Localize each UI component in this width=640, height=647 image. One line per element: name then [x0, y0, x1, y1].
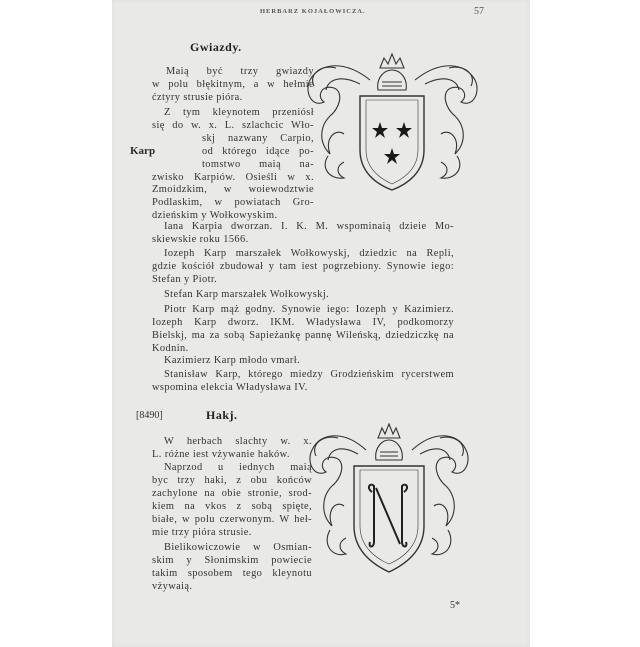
book-page [112, 0, 530, 647]
text-line: Bielikowiczowie w Osmian- [164, 542, 312, 553]
text-line: takim sposobem tego kleynotu [152, 567, 312, 579]
text-line: skiewskie roku 1566. [152, 233, 249, 245]
running-title: HERBARZ KOJAŁOWICZA. [260, 8, 366, 15]
side-label-karp: Karp [130, 145, 156, 157]
text-line: mie trzy pióra strusie. [152, 526, 252, 538]
text-line: białe, w polu czerwonym. W heł- [152, 513, 312, 525]
text-line: Kazimierz Karp młodo vmarł. [164, 355, 301, 366]
text-line: Maią być trzy gwiazdy [166, 66, 314, 77]
text-line: Zmoidzkim, w woiewodztwie [152, 184, 314, 196]
text-line: Kodnin. [152, 342, 189, 354]
text-line: vżywaią. [152, 580, 193, 592]
star-icon [396, 122, 412, 138]
text-line: się do w. x. L. szlachcic Wło- [152, 119, 314, 131]
text-line: dzieńskim y Wołkowyskim. [152, 210, 278, 222]
hakj-para-1 [152, 436, 312, 462]
gwiazdy-para-6 [164, 355, 300, 368]
hook-icon [369, 485, 407, 547]
text-line: kiem na vkos z sobą spięte, [152, 500, 312, 512]
text-line: W herbach slachty w. x. [164, 436, 312, 447]
text-line: Stanisław Karp, którego miedzy Grodzieńskim rycerstwem [164, 369, 454, 380]
text-line: Stefan Karp marszałek Wołkowyskj. [164, 289, 330, 300]
text-line: zwisko Karpiów. Osieśli w x. [152, 171, 314, 183]
text-line: gdzie kościół zbudował y tam iest pogrzebiony. Synowie iego: [152, 260, 454, 272]
hakj-para-2 [152, 462, 312, 539]
text-line: ćztyry strusie pióra. [152, 91, 243, 103]
text-line: Naprzod u iednych maią [164, 462, 312, 473]
gwiazdy-para-1 [152, 107, 314, 223]
gwiazdy-para-2 [152, 221, 454, 247]
text-line: byc trzy haki, z obu końców [152, 474, 312, 486]
gwiazdy-para-7 [152, 369, 454, 395]
section-title-hakj: Hakj. [206, 408, 238, 422]
text-line: Piotr Karp mąż godny. Synowie iego: Iozeph y Kazimierz. [164, 304, 454, 315]
text-line: skim y Słonimskim powiecie [152, 554, 312, 566]
gwiazdy-intro [152, 66, 314, 105]
hakj-para-3 [152, 542, 312, 594]
text-line: Podlaskim, w powiatach Gro- [152, 197, 314, 209]
text-line: Bielskj, ma za sobą Sapieżankę pannę Wileńską, dziedziczkę na [152, 329, 454, 341]
text-line: Iozeph Karp dworz. IKM. Władysława IV, podkomorzy [152, 316, 454, 328]
text-line: Stefan y Piotr. [152, 273, 218, 285]
signature-mark: 5* [450, 600, 460, 611]
text-line: L. różne iest vżywanie haków. [152, 448, 290, 460]
coat-of-arms-hakj [304, 422, 474, 582]
gwiazdy-para-3 [152, 248, 454, 287]
star-icon [372, 122, 388, 138]
coat-of-arms-gwiazdy [300, 50, 485, 202]
text-line: Z tym kleynotem przeniósł [164, 107, 314, 118]
page-number: 57 [474, 6, 484, 17]
section-reference: [8490] [136, 410, 163, 421]
text-line: zachylone na obie stronie, srod- [152, 487, 312, 499]
section-title-gwiazdy: Gwiazdy. [190, 40, 242, 54]
gwiazdy-para-5 [152, 304, 454, 356]
text-line: wspomina elekcia Władysława IV. [152, 381, 308, 393]
text-line: w polu błękitnym, a w hełmie [152, 78, 314, 90]
star-icon [384, 148, 400, 164]
text-line: skj nazwany Carpio, [202, 132, 314, 144]
text-line: tomstwo maią na- [202, 158, 314, 170]
text-line: Iozeph Karp marszałek Wołkowyskj, dziedzic na Repli, [164, 248, 454, 259]
gwiazdy-para-4 [164, 289, 329, 302]
text-line: od którego idące po- [202, 145, 314, 157]
text-line: Iana Karpia dworzan. I. K. M. wspominaią dzieie Mo- [164, 221, 454, 232]
